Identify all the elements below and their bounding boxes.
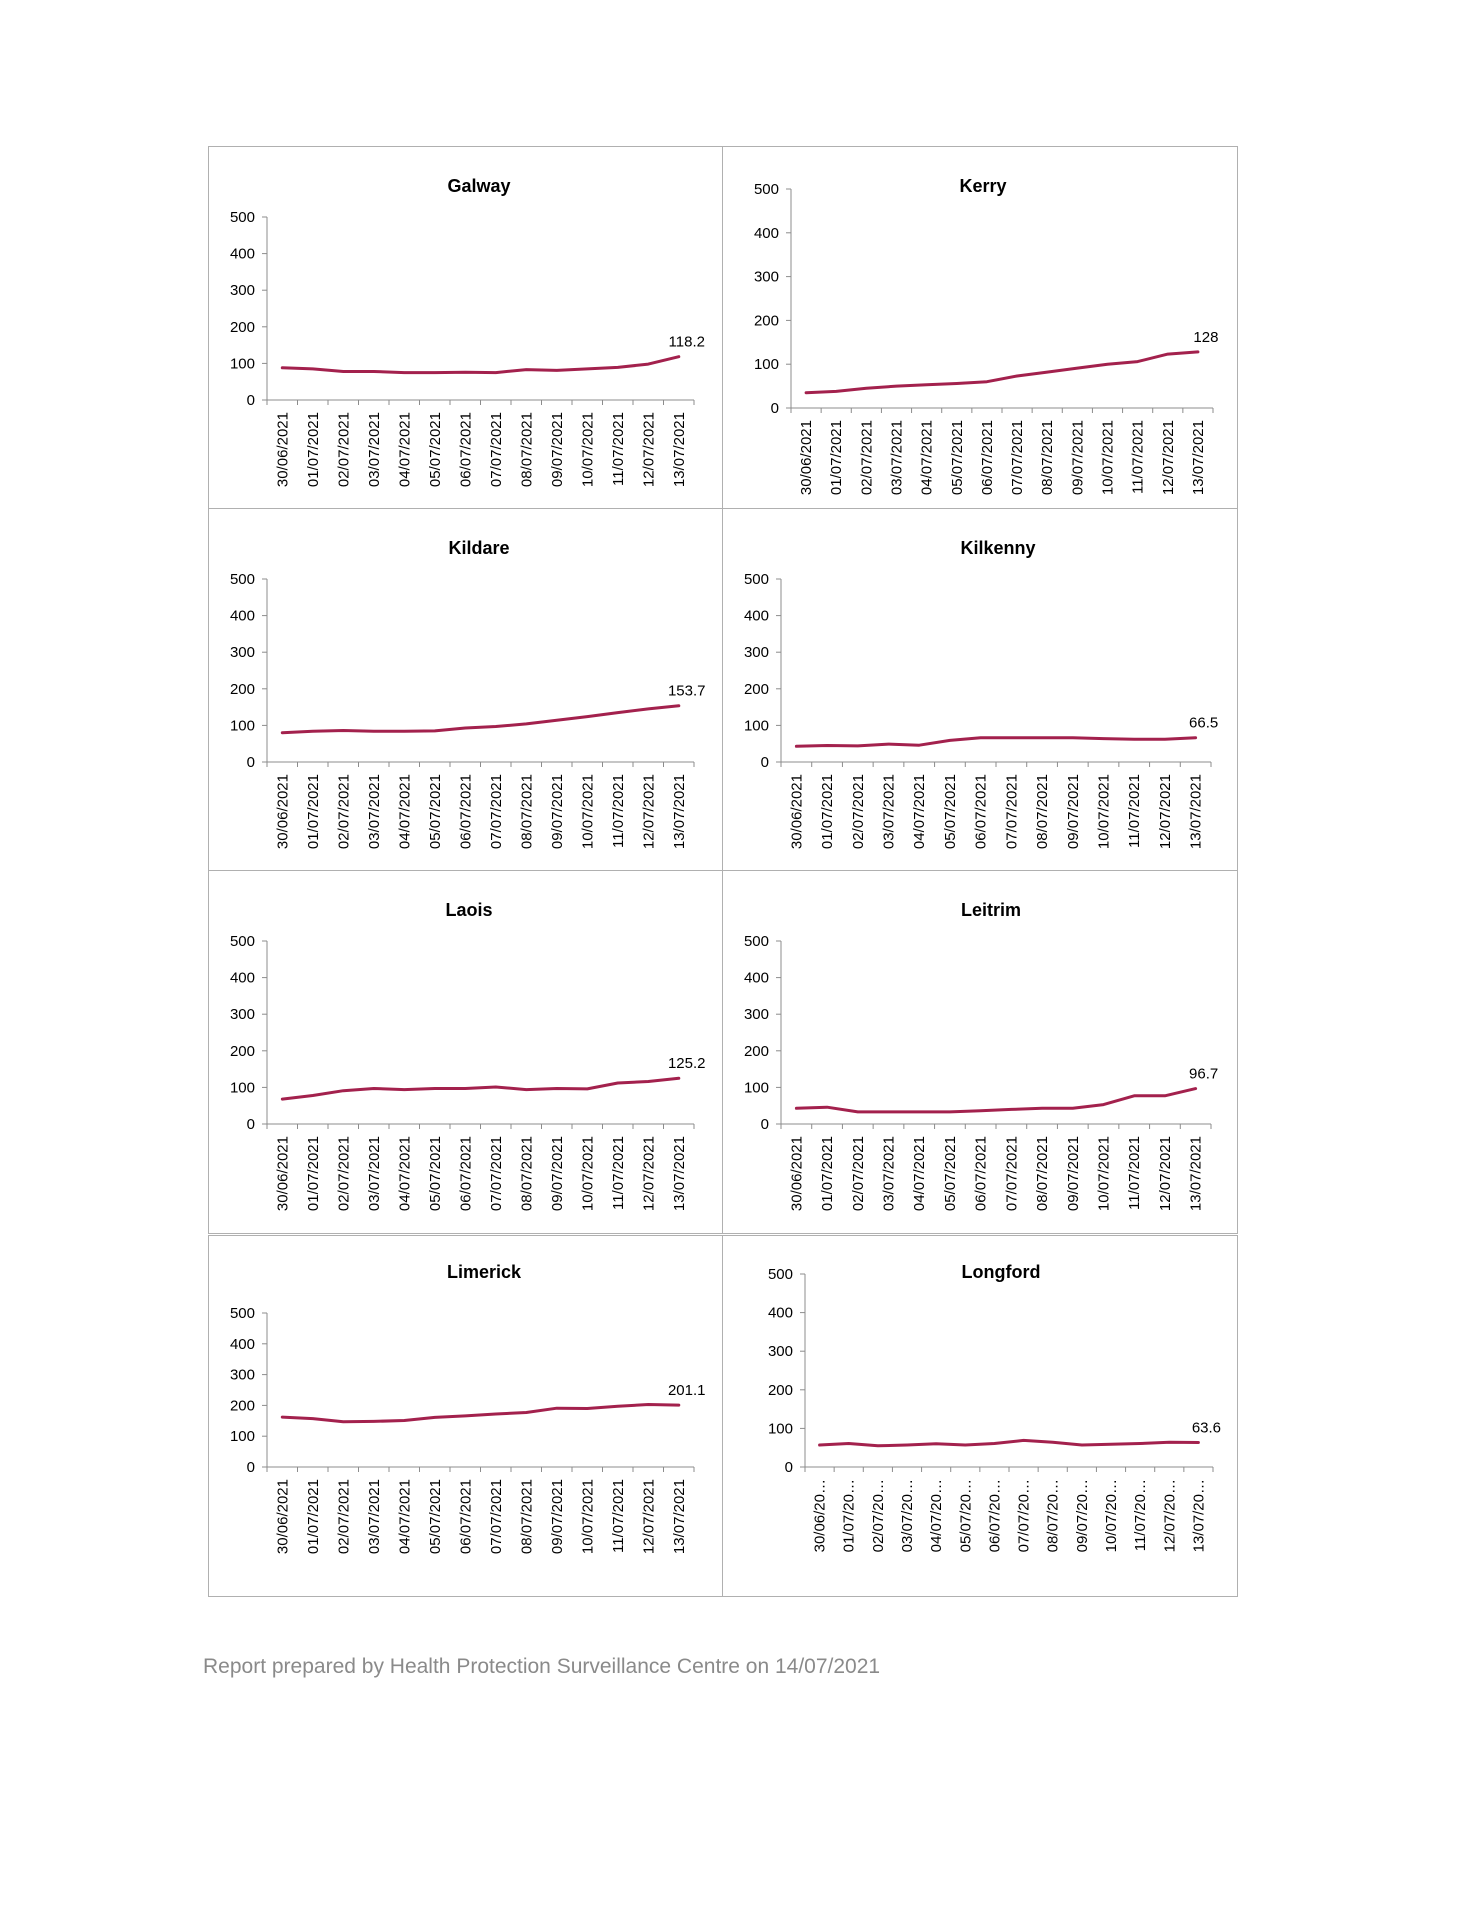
x-tick-label: 06/07/2021: [972, 1136, 990, 1212]
series-line-kerry: [806, 352, 1198, 393]
y-tick-label: 400: [753, 224, 779, 242]
x-tick-label: 11/07/2021: [609, 1479, 627, 1553]
x-tick-label: 30/06/2021: [274, 1136, 292, 1212]
x-tick-label: 04/07/2021: [911, 774, 929, 850]
y-tick-label: 400: [743, 969, 769, 987]
x-tick-label: 06/07/2021: [457, 1479, 475, 1555]
x-tick-label: 13/07/20…: [1190, 1479, 1208, 1553]
x-tick-label: 03/07/2021: [365, 774, 383, 850]
y-tick-label: 100: [229, 355, 255, 373]
x-tick-label: 12/07/2021: [1156, 774, 1174, 850]
x-tick-label: 09/07/20…: [1073, 1479, 1091, 1553]
x-tick-label: 12/07/2021: [640, 1479, 658, 1555]
data-label-last: 201.1: [667, 1382, 706, 1400]
x-tick-label: 09/07/2021: [548, 412, 566, 488]
chart-svg: [209, 147, 723, 509]
y-tick-label: 0: [760, 1116, 769, 1133]
series-line-laois: [282, 1078, 679, 1099]
x-tick-label: 11/07/2021: [609, 1136, 627, 1210]
x-tick-label: 13/07/2021: [670, 1479, 688, 1555]
chart-title: Kildare: [448, 538, 510, 558]
y-tick-label: 400: [767, 1304, 793, 1322]
x-tick-label: 09/07/2021: [1064, 774, 1082, 850]
x-tick-label: 08/07/2021: [1034, 1136, 1052, 1212]
x-tick-label: 02/07/2021: [858, 420, 876, 496]
x-tick-label: 12/07/2021: [640, 774, 658, 850]
x-tick-label: 06/07/20…: [986, 1479, 1004, 1553]
x-tick-label: 13/07/2021: [670, 774, 688, 850]
x-tick-label: 10/07/2021: [579, 774, 597, 850]
y-tick-label: 300: [229, 644, 255, 662]
y-tick-label: 0: [246, 1116, 255, 1133]
x-tick-label: 05/07/2021: [941, 1136, 959, 1212]
x-tick-label: 30/06/20…: [811, 1479, 829, 1553]
y-tick-label: 100: [229, 1079, 255, 1097]
series-line-leitrim: [796, 1089, 1195, 1112]
x-tick-label: 30/06/2021: [274, 412, 292, 488]
y-tick-label: 300: [743, 1006, 769, 1024]
chart-panel-leitrim: [722, 870, 1238, 1234]
data-label-last: 153.7: [667, 682, 706, 700]
x-tick-label: 13/07/2021: [1187, 1136, 1205, 1212]
y-tick-label: 400: [743, 607, 769, 625]
y-tick-label: 100: [753, 356, 779, 374]
series-line-galway: [282, 357, 679, 373]
x-tick-label: 01/07/2021: [304, 1136, 322, 1212]
x-tick-label: 10/07/2021: [579, 1136, 597, 1212]
x-tick-label: 09/07/2021: [1064, 1136, 1082, 1212]
y-tick-label: 200: [229, 318, 255, 336]
x-tick-label: 11/07/20…: [1132, 1479, 1150, 1552]
y-tick-label: 300: [229, 1006, 255, 1024]
x-tick-label: 11/07/2021: [609, 412, 627, 486]
chart-svg: [723, 871, 1237, 1233]
data-label-last: 125.2: [667, 1055, 706, 1073]
x-tick-label: 12/07/2021: [640, 412, 658, 488]
chart-title: Kerry: [959, 176, 1007, 196]
x-tick-label: 04/07/20…: [928, 1479, 946, 1553]
y-tick-label: 500: [743, 933, 769, 950]
x-tick-label: 30/06/2021: [798, 420, 816, 496]
x-tick-label: 30/06/2021: [788, 774, 806, 850]
y-tick-label: 300: [743, 644, 769, 662]
y-tick-label: 400: [229, 1335, 255, 1353]
y-tick-label: 500: [767, 1266, 793, 1283]
x-tick-label: 08/07/2021: [518, 412, 536, 488]
y-tick-label: 0: [246, 754, 255, 771]
x-tick-label: 05/07/2021: [426, 412, 444, 488]
chart-panel-galway: [208, 146, 724, 510]
x-tick-label: 09/07/2021: [1069, 420, 1087, 496]
y-tick-label: 400: [229, 245, 255, 263]
x-tick-label: 01/07/2021: [828, 420, 846, 496]
x-tick-label: 09/07/2021: [548, 1479, 566, 1555]
y-tick-label: 500: [229, 1305, 255, 1322]
x-tick-label: 06/07/2021: [457, 1136, 475, 1212]
x-tick-label: 12/07/2021: [1156, 1136, 1174, 1212]
chart-svg: [209, 1236, 723, 1596]
x-tick-label: 10/07/2021: [1095, 774, 1113, 850]
y-tick-label: 500: [743, 571, 769, 588]
chart-title: Galway: [447, 176, 511, 196]
x-tick-label: 05/07/2021: [948, 420, 966, 496]
x-tick-label: 07/07/2021: [487, 1136, 505, 1212]
x-tick-label: 04/07/2021: [918, 420, 936, 496]
y-tick-label: 400: [229, 969, 255, 987]
x-tick-label: 01/07/2021: [304, 774, 322, 850]
y-tick-label: 100: [743, 717, 769, 735]
y-tick-label: 500: [229, 571, 255, 588]
x-tick-label: 05/07/20…: [957, 1479, 975, 1553]
y-tick-label: 100: [767, 1420, 793, 1438]
x-tick-label: 04/07/2021: [396, 1136, 414, 1212]
x-tick-label: 11/07/2021: [1126, 774, 1144, 848]
x-tick-label: 12/07/2021: [1159, 420, 1177, 496]
x-tick-label: 07/07/2021: [1003, 774, 1021, 850]
y-tick-label: 0: [760, 754, 769, 771]
x-tick-label: 06/07/2021: [457, 774, 475, 850]
x-tick-label: 06/07/2021: [457, 412, 475, 488]
series-line-limerick: [282, 1405, 679, 1422]
chart-title: Longford: [961, 1262, 1041, 1282]
x-tick-label: 13/07/2021: [1189, 420, 1207, 496]
y-tick-label: 0: [246, 1459, 255, 1476]
chart-panel-longford: [722, 1235, 1238, 1597]
x-tick-label: 05/07/2021: [426, 774, 444, 850]
x-tick-label: 03/07/2021: [365, 412, 383, 488]
y-tick-label: 200: [743, 1042, 769, 1060]
chart-panel-kerry: [722, 146, 1238, 510]
chart-svg: [209, 509, 723, 871]
x-tick-label: 03/07/2021: [880, 1136, 898, 1212]
x-tick-label: 06/07/2021: [972, 774, 990, 850]
data-label-last: 118.2: [668, 333, 705, 351]
x-tick-label: 08/07/2021: [1034, 774, 1052, 850]
y-tick-label: 200: [229, 1397, 255, 1415]
x-tick-label: 07/07/20…: [1015, 1479, 1033, 1553]
chart-svg: [723, 509, 1237, 871]
y-tick-label: 300: [753, 268, 779, 286]
x-tick-label: 04/07/2021: [911, 1136, 929, 1212]
data-label-last: 96.7: [1189, 1065, 1219, 1083]
data-label-last: 63.6: [1191, 1419, 1222, 1437]
x-tick-label: 01/07/2021: [304, 412, 322, 488]
y-tick-label: 0: [784, 1459, 793, 1476]
x-tick-label: 02/07/2021: [335, 1479, 353, 1555]
x-tick-label: 07/07/2021: [1009, 420, 1027, 496]
chart-panel-kildare: [208, 508, 724, 872]
x-tick-label: 12/07/2021: [640, 1136, 658, 1212]
x-tick-label: 03/07/2021: [888, 420, 906, 496]
y-tick-label: 100: [743, 1079, 769, 1097]
x-tick-label: 01/07/2021: [819, 774, 837, 850]
series-line-longford: [820, 1440, 1199, 1445]
x-tick-label: 02/07/2021: [849, 774, 867, 850]
x-tick-label: 09/07/2021: [548, 774, 566, 850]
x-tick-label: 30/06/2021: [788, 1136, 806, 1212]
chart-grid: [208, 146, 1236, 1588]
data-label-last: 66.5: [1189, 714, 1219, 732]
x-tick-label: 06/07/2021: [978, 420, 996, 496]
x-tick-label: 13/07/2021: [670, 412, 688, 488]
x-tick-label: 10/07/2021: [579, 1479, 597, 1555]
chart-title: Limerick: [446, 1262, 522, 1282]
x-tick-label: 10/07/2021: [1095, 1136, 1113, 1212]
x-tick-label: 03/07/2021: [365, 1136, 383, 1212]
x-tick-label: 02/07/2021: [335, 1136, 353, 1212]
data-label-last: 128: [1193, 328, 1219, 346]
x-tick-label: 07/07/2021: [487, 412, 505, 488]
y-tick-label: 200: [767, 1381, 793, 1399]
x-tick-label: 11/07/2021: [1129, 420, 1147, 494]
chart-panel-laois: [208, 870, 724, 1234]
x-tick-label: 03/07/2021: [365, 1479, 383, 1555]
x-tick-label: 07/07/2021: [487, 1479, 505, 1555]
y-tick-label: 200: [229, 680, 255, 698]
x-tick-label: 02/07/2021: [335, 774, 353, 850]
y-tick-label: 400: [229, 607, 255, 625]
x-tick-label: 30/06/2021: [274, 774, 292, 850]
x-tick-label: 05/07/2021: [426, 1479, 444, 1555]
series-line-kildare: [282, 706, 679, 733]
x-tick-label: 01/07/20…: [840, 1479, 858, 1553]
x-tick-label: 12/07/20…: [1161, 1479, 1179, 1553]
x-tick-label: 10/07/2021: [579, 412, 597, 488]
chart-panel-kilkenny: [722, 508, 1238, 872]
x-tick-label: 11/07/2021: [609, 774, 627, 848]
x-tick-label: 08/07/2021: [1039, 420, 1057, 496]
x-tick-label: 08/07/20…: [1044, 1479, 1062, 1553]
x-tick-label: 01/07/2021: [819, 1136, 837, 1212]
report-footer: Report prepared by Health Protection Surveillance Centre on 14/07/2021: [203, 1655, 881, 1678]
y-tick-label: 300: [229, 282, 255, 300]
x-tick-label: 02/07/2021: [335, 412, 353, 488]
x-tick-label: 03/07/2021: [880, 774, 898, 850]
x-tick-label: 05/07/2021: [941, 774, 959, 850]
x-tick-label: 30/06/2021: [274, 1479, 292, 1555]
y-tick-label: 500: [229, 209, 255, 226]
x-tick-label: 07/07/2021: [1003, 1136, 1021, 1212]
y-tick-label: 0: [770, 400, 779, 417]
x-tick-label: 04/07/2021: [396, 412, 414, 488]
chart-svg: [723, 147, 1237, 509]
y-tick-label: 200: [753, 312, 779, 330]
y-tick-label: 100: [229, 1428, 255, 1446]
y-tick-label: 500: [753, 181, 779, 198]
y-tick-label: 300: [229, 1366, 255, 1384]
x-tick-label: 01/07/2021: [304, 1479, 322, 1555]
y-tick-label: 200: [743, 680, 769, 698]
x-tick-label: 08/07/2021: [518, 1136, 536, 1212]
x-tick-label: 05/07/2021: [426, 1136, 444, 1212]
x-tick-label: 11/07/2021: [1126, 1136, 1144, 1210]
chart-panel-limerick: [208, 1235, 724, 1597]
y-tick-label: 300: [767, 1343, 793, 1361]
chart-svg: [209, 871, 723, 1233]
x-tick-label: 02/07/20…: [869, 1479, 887, 1553]
x-tick-label: 02/07/2021: [849, 1136, 867, 1212]
x-tick-label: 13/07/2021: [670, 1136, 688, 1212]
x-tick-label: 07/07/2021: [487, 774, 505, 850]
y-tick-label: 0: [246, 392, 255, 409]
y-tick-label: 100: [229, 717, 255, 735]
x-tick-label: 04/07/2021: [396, 1479, 414, 1555]
chart-title: Laois: [445, 900, 493, 920]
x-tick-label: 08/07/2021: [518, 774, 536, 850]
y-tick-label: 200: [229, 1042, 255, 1060]
x-tick-label: 08/07/2021: [518, 1479, 536, 1555]
chart-title: Leitrim: [960, 900, 1022, 920]
x-tick-label: 03/07/20…: [899, 1479, 916, 1553]
y-tick-label: 500: [229, 933, 255, 950]
x-tick-label: 13/07/2021: [1187, 774, 1205, 850]
chart-title: Kilkenny: [960, 538, 1036, 558]
x-tick-label: 10/07/20…: [1103, 1479, 1120, 1553]
chart-svg: [723, 1236, 1237, 1596]
x-tick-label: 09/07/2021: [548, 1136, 566, 1212]
x-tick-label: 04/07/2021: [396, 774, 414, 850]
x-tick-label: 10/07/2021: [1099, 420, 1117, 496]
series-line-kilkenny: [796, 738, 1195, 747]
